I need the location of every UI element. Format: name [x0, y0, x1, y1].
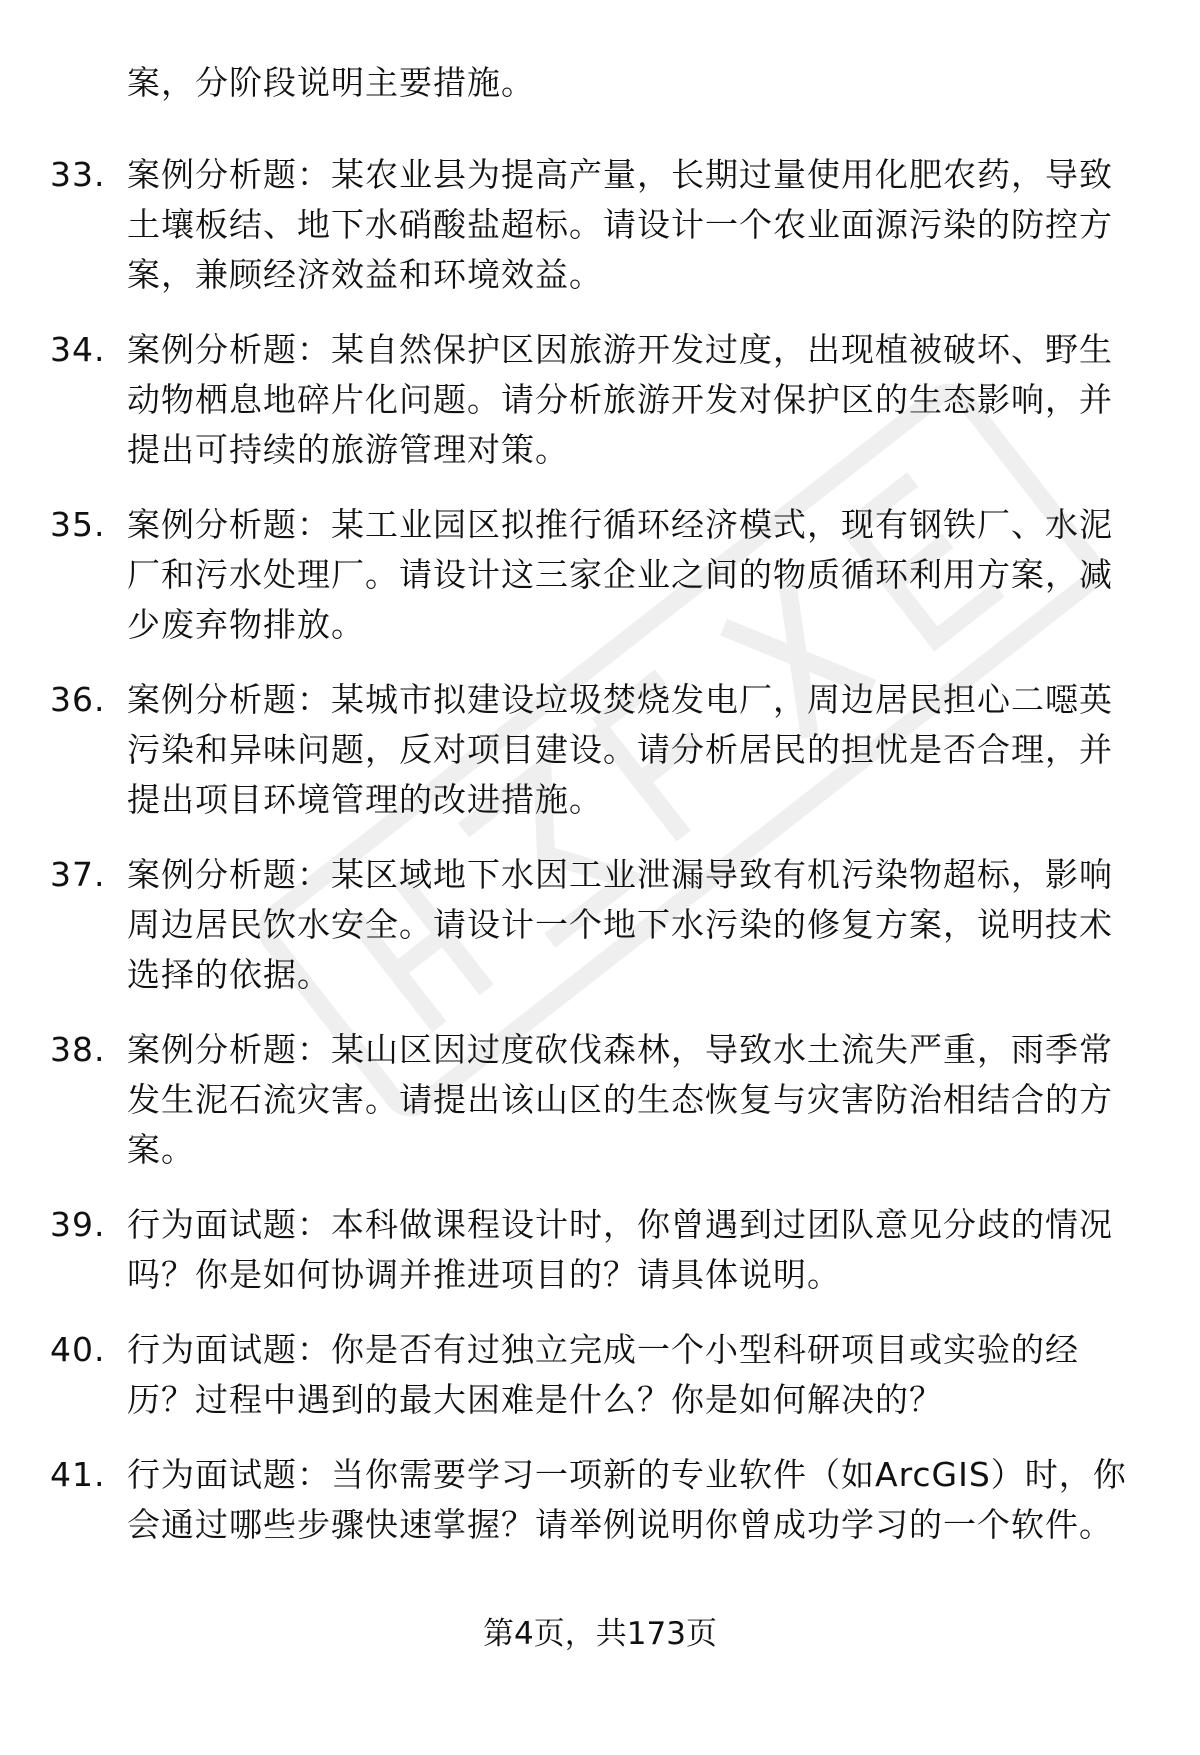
question-number: 41.: [50, 1455, 106, 1494]
question-item: [50, 1200, 1140, 1300]
continuation-text: 案，分阶段说明主要措施。: [127, 63, 535, 102]
question-number: 36.: [50, 680, 106, 719]
question-text: 案例分析题：某自然保护区因旅游开发过度，出现植被破坏、野生动物栖息地碎片化问题。请分析旅游开发对保护区的生态影响，并提出可持续的旅游管理对策。: [127, 330, 1113, 469]
question-number: 33.: [50, 155, 106, 194]
question-text: 行为面试题：你是否有过独立完成一个小型科研项目或实验的经历？过程中遇到的最大困难是什么？你是如何解决的？: [127, 1330, 1079, 1419]
question-number: 38.: [50, 1030, 106, 1069]
question-text: 案例分析题：某山区因过度砍伐森林，导致水土流失严重，雨季常发生泥石流灾害。请提出该山区的生态恢复与灾害防治相结合的方案。: [127, 1030, 1113, 1169]
question-number: 40.: [50, 1330, 106, 1369]
question-number: 37.: [50, 855, 106, 894]
question-number: 34.: [50, 330, 106, 369]
question-item: [50, 1450, 1140, 1550]
question-text: 案例分析题：某工业园区拟推行循环经济模式，现有钢铁厂、水泥厂和污水处理厂。请设计这三家企业之间的物质循环利用方案，减少废弃物排放。: [127, 505, 1113, 644]
question-item: [50, 850, 1140, 1000]
question-list: [50, 150, 1140, 1575]
question-item: [50, 500, 1140, 650]
question-text: 行为面试题：当你需要学习一项新的专业软件（如ArcGIS）时，你会通过哪些步骤快速掌握？请举例说明你曾成功学习的一个软件。: [127, 1455, 1127, 1544]
question-text: 案例分析题：某区域地下水因工业泄漏导致有机污染物超标，影响周边居民饮水安全。请设计一个地下水污染的修复方案，说明技术选择的依据。: [127, 855, 1113, 994]
question-text: 案例分析题：某农业县为提高产量，长期过量使用化肥农药，导致土壤板结、地下水硝酸盐超标。请设计一个农业面源污染的防控方案，兼顾经济效益和环境效益。: [127, 155, 1113, 294]
page-footer: 第4页，共173页: [483, 1616, 717, 1652]
question-item: [50, 1025, 1140, 1175]
question-item: [50, 150, 1140, 300]
question-item: [50, 675, 1140, 825]
question-number: 35.: [50, 505, 106, 544]
question-item: [50, 1325, 1140, 1425]
question-item: [50, 325, 1140, 475]
question-text: 案例分析题：某城市拟建设垃圾焚烧发电厂，周边居民担心二噁英污染和异味问题，反对项目建设。请分析居民的担忧是否合理，并提出项目环境管理的改进措施。: [127, 680, 1113, 819]
question-text: 行为面试题：本科做课程设计时，你曾遇到过团队意见分歧的情况吗？你是如何协调并推进项目的？请具体说明。: [127, 1205, 1113, 1294]
question-number: 39.: [50, 1205, 106, 1244]
